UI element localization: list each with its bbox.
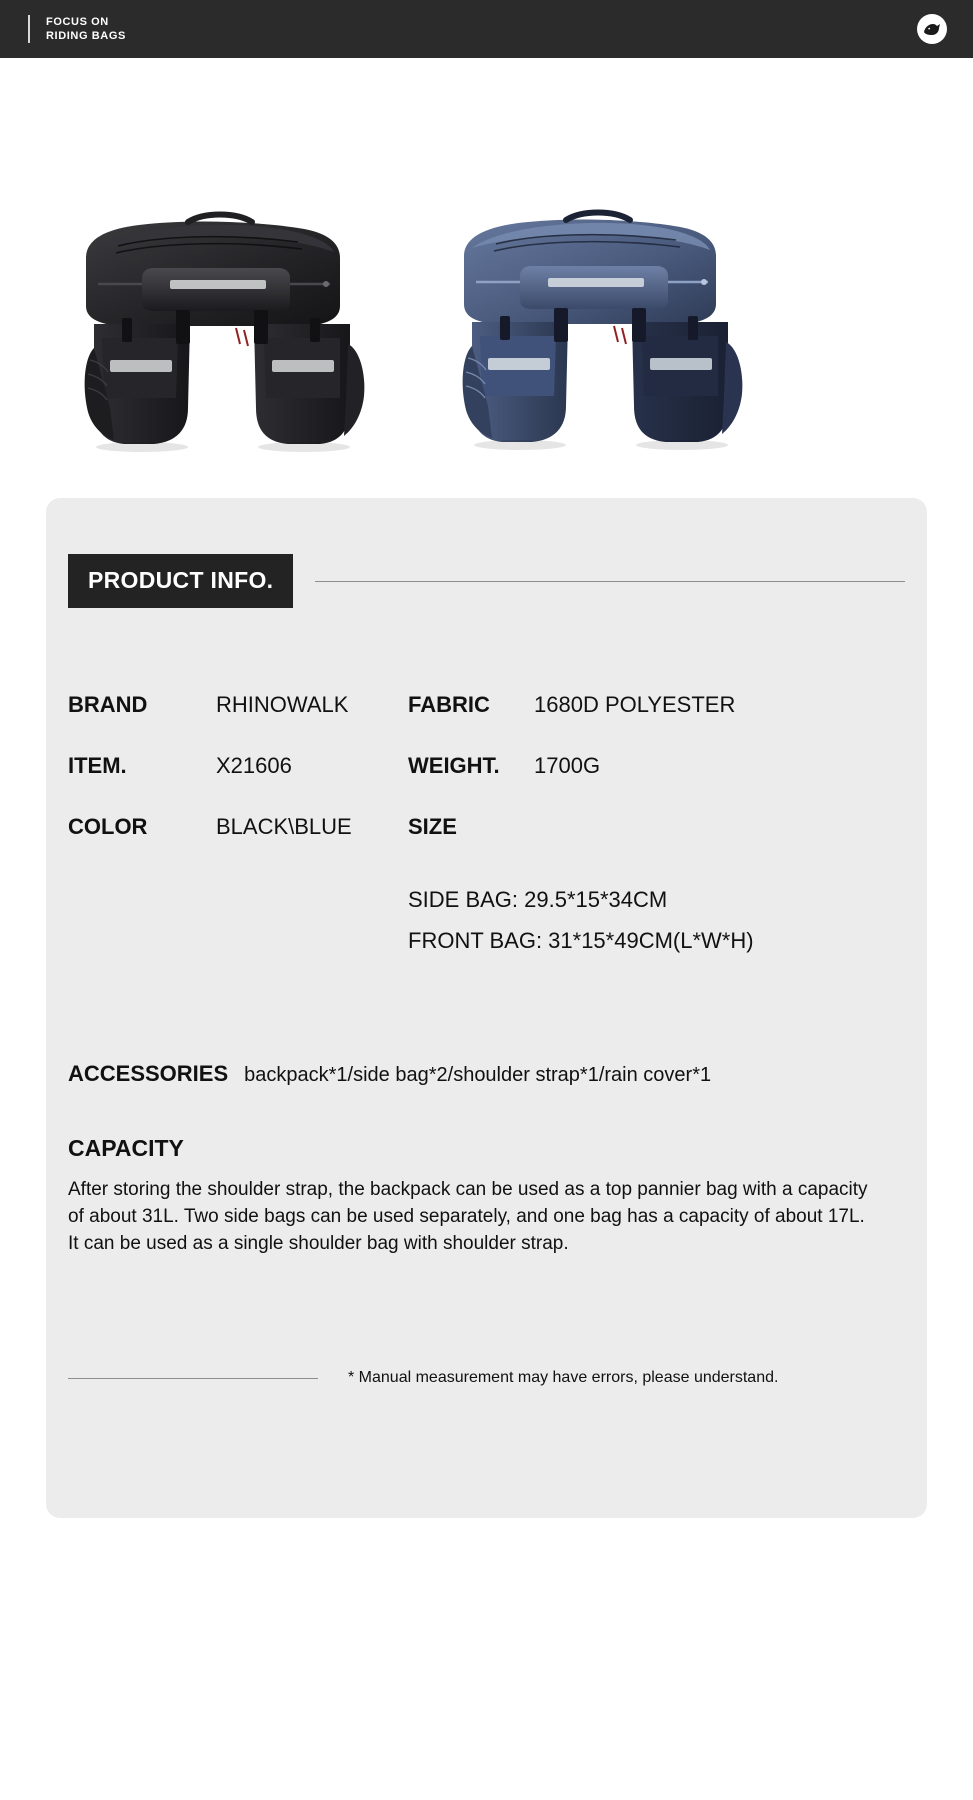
capacity-section [46, 1135, 927, 1257]
footnote-text: * Manual measurement may have errors, please understand. [348, 1369, 779, 1386]
rhino-logo-icon [917, 14, 947, 44]
spec-row-color [68, 814, 408, 875]
spec-grid [46, 692, 927, 961]
size-line-front-bag: FRONT BAG: 31*15*49CM(L*W*H) [408, 928, 754, 953]
accessories-label: ACCESSORIES [68, 1061, 229, 1086]
product-hero-images [0, 58, 973, 498]
size-detail-list [408, 879, 905, 961]
spec-row-fabric [408, 692, 905, 753]
footnote-row [46, 1369, 927, 1387]
banner-text [46, 15, 126, 43]
accessories-value: backpack*1/side bag*2/shoulder strap*1/rain cover*1 [244, 1064, 712, 1086]
capacity-text: After storing the shoulder strap, the backpack can be used as a top pannier bag with a capacity of about 31L. Two side bags can be used separately, and one bag has a capacity of about 17L. It can be used as a single shoulder bag with shoulder strap. [68, 1179, 868, 1254]
spec-key-color: COLOR [68, 814, 148, 839]
size-line-side-bag: SIDE BAG: 29.5*15*34CM [408, 887, 668, 912]
spec-key-weight: WEIGHT. [408, 753, 500, 778]
spec-row-weight [408, 753, 905, 814]
divider [28, 15, 30, 43]
spec-value-brand: RHINOWALK [216, 692, 349, 717]
spec-key-fabric: FABRIC [408, 692, 490, 717]
spec-value-item: X21606 [216, 753, 292, 778]
banner-line-1: FOCUS ON [46, 16, 109, 28]
spec-row-brand [68, 692, 408, 753]
accessories-row [46, 1061, 927, 1087]
spec-row-item [68, 753, 408, 814]
spec-row-size [408, 814, 905, 875]
header-rule [315, 581, 905, 582]
spec-key-size: SIZE [408, 814, 457, 839]
footnote-rule [68, 1378, 318, 1379]
capacity-title: CAPACITY [68, 1135, 184, 1161]
spec-key-item: ITEM. [68, 753, 127, 778]
spec-value-weight: 1700G [534, 753, 601, 778]
banner-line-2: RIDING BAGS [46, 30, 126, 42]
product-image-black [58, 198, 388, 498]
section-title: PRODUCT INFO. [68, 554, 293, 608]
spec-key-brand: BRAND [68, 692, 148, 717]
product-image-blue [430, 198, 760, 498]
top-banner [0, 0, 973, 58]
spec-value-fabric: 1680D POLYESTER [534, 692, 736, 717]
spec-value-color: BLACK\BLUE [216, 814, 352, 839]
product-info-header [46, 554, 927, 608]
product-info-card [46, 498, 927, 1518]
